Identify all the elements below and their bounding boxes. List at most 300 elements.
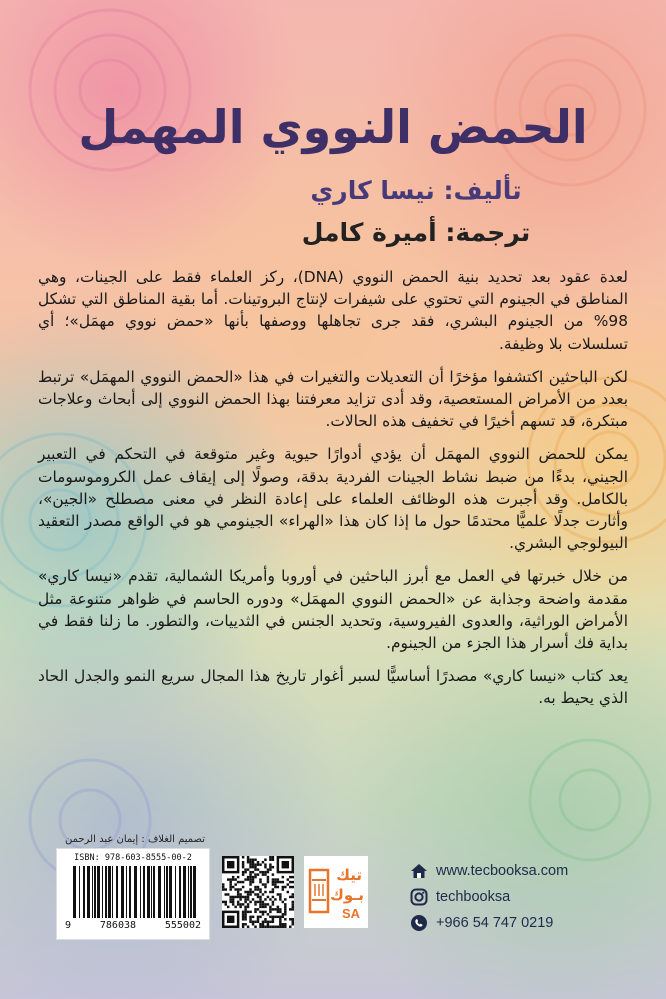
qr-module [284, 903, 286, 905]
barcode-bar [153, 866, 155, 918]
qr-module [247, 856, 249, 858]
qr-module [274, 898, 276, 900]
qr-module [242, 923, 244, 925]
qr-module [232, 901, 234, 903]
qr-module [242, 903, 244, 905]
blurb-paragraph: من خلال خبرتها في العمل مع أبرز الباحثين في أوروبا وأمريكا الشمالية، تقدم «نيسا كاري» مقدمة واضحة وجذابة عن «الحمض النووي المهمَل» ودوره الحاسم في ظواهر متنوعة مثل الأمراض الوراثية، والعدوى الفيروسية، وتحديد الجنس في الثدييات، والتطور. ما زلنا فقط في بداية فك أسرار هذا الجزء من الجينوم. [38, 567, 628, 653]
qr-module [267, 896, 269, 898]
barcode-bar [166, 866, 168, 918]
qr-module [264, 891, 266, 893]
qr-module [284, 906, 286, 908]
qr-module [289, 918, 291, 920]
qr-module [269, 856, 271, 858]
qr-module [242, 913, 244, 915]
qr-module [254, 903, 256, 905]
qr-module [247, 893, 249, 895]
qr-module [262, 906, 264, 908]
qr-module [269, 926, 271, 928]
qr-module [269, 916, 271, 918]
barcode-bar [73, 866, 76, 918]
qr-module [229, 901, 231, 903]
qr-module [242, 911, 244, 913]
qr-module [259, 911, 261, 913]
qr-module [269, 863, 271, 865]
qr-module [249, 873, 251, 875]
qr-module [277, 893, 279, 895]
barcode-bar [175, 866, 176, 918]
qr-module [254, 866, 256, 868]
qr-module [249, 858, 251, 860]
contact-whatsapp[interactable] [410, 910, 630, 936]
barcode-digits-left: 786038 [99, 920, 137, 931]
qr-module [237, 876, 239, 878]
qr-module [229, 878, 231, 880]
barcode-bar [126, 866, 127, 918]
qr-module [252, 891, 254, 893]
qr-module [249, 878, 251, 880]
qr-module [259, 916, 261, 918]
qr-module [222, 888, 224, 890]
qr-module [272, 883, 274, 885]
qr-module [277, 926, 279, 928]
qr-module [274, 881, 276, 883]
qr-module [229, 898, 231, 900]
qr-module [269, 921, 271, 923]
qr-module [244, 868, 246, 870]
qr-module [257, 916, 259, 918]
barcode-bar [87, 866, 90, 918]
blurb-paragraph: لكن الباحثين اكتشفوا مؤخرًا أن التعديلات والتغيرات في هذا «الحمض النووي المهمَل» ترتبط بعدد من الأمراض المستعصية، وقد أدى تزايد معرفتنا بهذا الحمض النووي إلى أبحاث وعلاجات مبتكرة، قد تسهم أخيرًا في تخفيف هذه الحالات. [38, 367, 628, 431]
qr-module [237, 901, 239, 903]
qr-module [257, 888, 259, 890]
qr-module [274, 886, 276, 888]
cover-design-credit: تصميم الغلاف : إيمان عبد الرحمن [64, 834, 206, 845]
qr-module [282, 913, 284, 915]
qr-module [242, 856, 244, 858]
qr-module [262, 911, 264, 913]
qr-module [292, 906, 294, 908]
barcode-bar [79, 866, 80, 918]
qr-module [292, 903, 294, 905]
qr-module [277, 881, 279, 883]
qr-module [279, 916, 281, 918]
qr-module [272, 881, 274, 883]
qr-module [227, 878, 229, 880]
qr-module [257, 868, 259, 870]
qr-module [267, 868, 269, 870]
blurb-paragraph: لعدة عقود بعد تحديد بنية الحمض النووي (DNA)، ركز العلماء فقط على الجينات، وهي المناطق في الجينوم التي تحتوي على شيفرات لإنتاج البروتينات. أما بقية المناطق التي تشكل 98% من الجينوم البشري، فقد جرى تجاهلها ووصفها بأنها «حمض نووي مهمَل»؛ أي تسلسلات بلا وظيفة. [38, 268, 628, 353]
qr-module [262, 913, 264, 915]
book-title: الحمض النووي المهمل [78, 100, 588, 154]
qr-module [244, 898, 246, 900]
barcode-bar [143, 866, 145, 918]
qr-module [237, 893, 239, 895]
qr-module [249, 893, 251, 895]
qr-module [272, 921, 274, 923]
qr-module [244, 878, 246, 880]
qr-module [252, 858, 254, 860]
qr-module [247, 906, 249, 908]
qr-module [229, 883, 231, 885]
qr-module [244, 891, 246, 893]
qr-module [262, 861, 264, 863]
qr-module [254, 893, 256, 895]
qr-module [252, 876, 254, 878]
qr-module [244, 923, 246, 925]
qr-module [259, 906, 261, 908]
qr-module [287, 883, 289, 885]
qr-module [284, 926, 286, 928]
qr-module [252, 871, 254, 873]
qr-module [272, 896, 274, 898]
qr-module [267, 926, 269, 928]
qr-module [254, 858, 256, 860]
contact-instagram[interactable] [410, 884, 630, 910]
qr-module [272, 873, 274, 875]
qr-module [264, 858, 266, 860]
blurb-paragraph: يعد كتاب «نيسا كاري» مصدرًا أساسيًّا لسبر أغوار تاريخ هذا المجال سريع النمو والجدل الحاد الذي يحيط به. [38, 667, 628, 708]
qr-module [252, 863, 254, 865]
qr-module [257, 921, 259, 923]
qr-module [289, 876, 291, 878]
qr-module [282, 888, 284, 890]
translator-line: ترجمة: أميرة كامل [301, 218, 531, 247]
qr-module [284, 918, 286, 920]
qr-module [267, 903, 269, 905]
qr-module [222, 901, 224, 903]
qr-module [249, 876, 251, 878]
qr-module [282, 916, 284, 918]
qr-module [227, 916, 234, 923]
qr-module [237, 881, 239, 883]
qr-module [289, 926, 291, 928]
qr-module [244, 918, 246, 920]
home-icon [410, 862, 428, 880]
qr-module [274, 883, 276, 885]
instagram-icon [410, 888, 428, 906]
qr-module [242, 871, 244, 873]
qr-module [269, 866, 271, 868]
qr-module [232, 896, 234, 898]
qr-module [249, 901, 251, 903]
qr-module [282, 901, 284, 903]
qr-module [259, 871, 261, 873]
qr-module [247, 903, 249, 905]
qr-module [259, 863, 261, 865]
qr-module [257, 863, 259, 865]
qr-module [282, 926, 284, 928]
barcode-bar [188, 866, 189, 918]
barcode-bar [116, 866, 118, 918]
qr-module [284, 923, 286, 925]
qr-module [272, 908, 274, 910]
contact-website[interactable] [410, 858, 630, 884]
barcode-bar [151, 866, 152, 918]
qr-module [267, 871, 269, 873]
qr-module [292, 881, 294, 883]
qr-module [239, 898, 241, 900]
qr-module [262, 901, 264, 903]
qr-module [234, 906, 236, 908]
qr-module [247, 861, 249, 863]
qr-module [237, 896, 239, 898]
qr-module [247, 911, 249, 913]
qr-module [247, 878, 249, 880]
blurb [38, 266, 628, 721]
qr-module [282, 923, 284, 925]
qr-module [282, 881, 284, 883]
qr-module [272, 903, 274, 905]
qr-module [252, 923, 254, 925]
blurb-paragraph: يمكن للحمض النووي المهمَل أن يؤدي أدوارًا حيوية وغير متوقعة في التحكم في التعبير الجيني، بدءًا من ضبط نشاط الجينات الفردية بدقة، وصولًا إلى إيقاف عمل الكروموسومات بالكامل. وقد أجبرت هذه الوظائف العلماء على إعادة النظر في معنى مصطلح «الجين»، وأثارت جدلًا علميًّا محتدمًا حول ما إذا كان هذا «الهراء» الجينومي هو في الواقع مصدر التعقيد البيولوجي البشري. [38, 445, 628, 553]
qr-module [249, 863, 251, 865]
qr-module [254, 901, 256, 903]
qr-module [277, 878, 279, 880]
qr-module [224, 903, 226, 905]
isbn-label: ISBN: 978-603-8555-00-2 [74, 853, 192, 863]
publisher-logo [304, 856, 368, 928]
qr-module [282, 876, 284, 878]
qr-module [242, 916, 244, 918]
barcode-bar [102, 866, 103, 918]
qr-module [222, 883, 224, 885]
qr-module [257, 873, 259, 875]
qr-module [237, 903, 239, 905]
qr-module [292, 921, 294, 923]
barcode-bar [169, 866, 172, 918]
barcode-bar [179, 866, 181, 918]
qr-module [227, 906, 229, 908]
qr-module [272, 926, 274, 928]
qr-module [224, 893, 226, 895]
qr-module [249, 888, 251, 890]
qr-module [244, 871, 246, 873]
qr-module [259, 881, 261, 883]
qr-module [277, 906, 279, 908]
qr-module [254, 921, 256, 923]
qr-module [259, 901, 261, 903]
qr-module [267, 878, 269, 880]
qr-module [252, 881, 254, 883]
qr-module [249, 861, 251, 863]
qr-module [279, 908, 281, 910]
qr-module [239, 893, 241, 895]
qr-module [222, 886, 224, 888]
qr-module [282, 861, 289, 868]
qr-module [244, 896, 246, 898]
qr-module [242, 926, 244, 928]
qr-module [257, 918, 259, 920]
qr-module [242, 863, 244, 865]
barcode-bar [92, 866, 93, 918]
qr-module [262, 921, 264, 923]
qr-code-icon[interactable] [222, 856, 294, 928]
qr-module [267, 881, 269, 883]
barcode-bar [193, 866, 196, 918]
qr-module [232, 878, 234, 880]
qr-module [264, 873, 266, 875]
qr-module [242, 866, 244, 868]
qr-module [259, 926, 261, 928]
qr-module [252, 898, 254, 900]
qr-module [252, 921, 254, 923]
qr-module [259, 923, 261, 925]
qr-module [257, 901, 259, 903]
qr-module [247, 868, 249, 870]
barcode-bar [190, 866, 192, 918]
qr-module [277, 911, 279, 913]
qr-module [269, 868, 271, 870]
qr-module [234, 878, 236, 880]
qr-module [239, 896, 241, 898]
qr-module [244, 911, 246, 913]
barcode-bar [105, 866, 107, 918]
qr-module [274, 908, 276, 910]
qr-module [257, 896, 259, 898]
qr-module [244, 901, 246, 903]
qr-module [264, 921, 266, 923]
qr-module [247, 876, 249, 878]
qr-module [254, 863, 256, 865]
barcode-bar [183, 866, 186, 918]
qr-module [252, 916, 254, 918]
qr-module [254, 908, 256, 910]
qr-module [254, 888, 256, 890]
qr-module [269, 858, 271, 860]
qr-module [264, 871, 266, 873]
instagram-text[interactable]: techbooksa [436, 889, 511, 905]
qr-module [249, 871, 251, 873]
qr-module [239, 881, 241, 883]
qr-module [249, 891, 251, 893]
qr-module [284, 908, 286, 910]
qr-module [237, 888, 239, 890]
isbn-barcode [56, 848, 210, 940]
whatsapp-icon [410, 914, 428, 932]
qr-module [257, 908, 259, 910]
qr-module [287, 891, 289, 893]
qr-module [239, 903, 241, 905]
qr-module [242, 918, 244, 920]
qr-module [272, 878, 274, 880]
qr-module [262, 873, 264, 875]
barcode-bar [83, 866, 85, 918]
barcode-bar [97, 866, 100, 918]
qr-module [247, 926, 249, 928]
qr-module [264, 883, 266, 885]
qr-module [229, 896, 231, 898]
barcode-icon [71, 866, 197, 918]
qr-module [227, 861, 234, 868]
qr-module [279, 921, 281, 923]
barcode-bar [112, 866, 113, 918]
logo-text-line1: تيك [336, 866, 362, 884]
qr-module [264, 886, 266, 888]
qr-module [272, 918, 274, 920]
qr-module [259, 888, 261, 890]
qr-module [282, 886, 284, 888]
qr-module [232, 876, 234, 878]
qr-module [279, 918, 281, 920]
website-text[interactable]: www.tecbooksa.com [436, 863, 569, 879]
qr-module [254, 886, 256, 888]
qr-module [264, 911, 266, 913]
qr-module [262, 871, 264, 873]
qr-module [242, 873, 244, 875]
qr-module [249, 883, 251, 885]
qr-module [244, 908, 246, 910]
qr-module [279, 893, 281, 895]
qr-module [242, 881, 244, 883]
qr-module [272, 866, 274, 868]
qr-module [279, 896, 281, 898]
qr-module [279, 923, 281, 925]
qr-module [259, 878, 261, 880]
barcode-bar [134, 866, 137, 918]
qr-module [274, 878, 276, 880]
qr-module [262, 903, 264, 905]
qr-module [234, 888, 236, 890]
qr-module [254, 911, 256, 913]
qr-module [232, 886, 234, 888]
qr-module [264, 863, 266, 865]
qr-module [224, 901, 226, 903]
qr-module [292, 908, 294, 910]
qr-module [277, 916, 279, 918]
qr-module [289, 886, 291, 888]
qr-module [279, 926, 281, 928]
qr-module [292, 886, 294, 888]
contact-info [410, 858, 630, 936]
qr-module [264, 918, 266, 920]
qr-module [249, 921, 251, 923]
qr-module [284, 913, 286, 915]
barcode-bar [94, 866, 96, 918]
qr-module [257, 886, 259, 888]
barcode-bar [129, 866, 131, 918]
qr-module [267, 921, 269, 923]
qr-module [232, 903, 234, 905]
qr-module [232, 898, 234, 900]
barcode-bar [158, 866, 161, 918]
qr-module [254, 873, 256, 875]
qr-module [259, 898, 261, 900]
barcode-digits-right: 555002 [164, 920, 201, 931]
qr-module [244, 913, 246, 915]
qr-module [247, 898, 249, 900]
qr-module [262, 883, 264, 885]
qr-module [287, 878, 289, 880]
qr-module [284, 886, 286, 888]
whatsapp-text[interactable]: +966 54 747 0219 [436, 915, 554, 931]
barcode-bar [147, 866, 150, 918]
qr-module [274, 916, 276, 918]
qr-module [267, 876, 269, 878]
qr-module [284, 911, 286, 913]
qr-module [249, 911, 251, 913]
qr-module [242, 896, 244, 898]
barcode-bar [140, 866, 141, 918]
qr-module [254, 876, 256, 878]
qr-module [274, 926, 276, 928]
barcode-bar [121, 866, 124, 918]
barcode-bar [108, 866, 111, 918]
qr-module [269, 911, 271, 913]
qr-module [289, 908, 291, 910]
qr-module [257, 861, 259, 863]
qr-module [279, 898, 281, 900]
qr-module [269, 891, 271, 893]
